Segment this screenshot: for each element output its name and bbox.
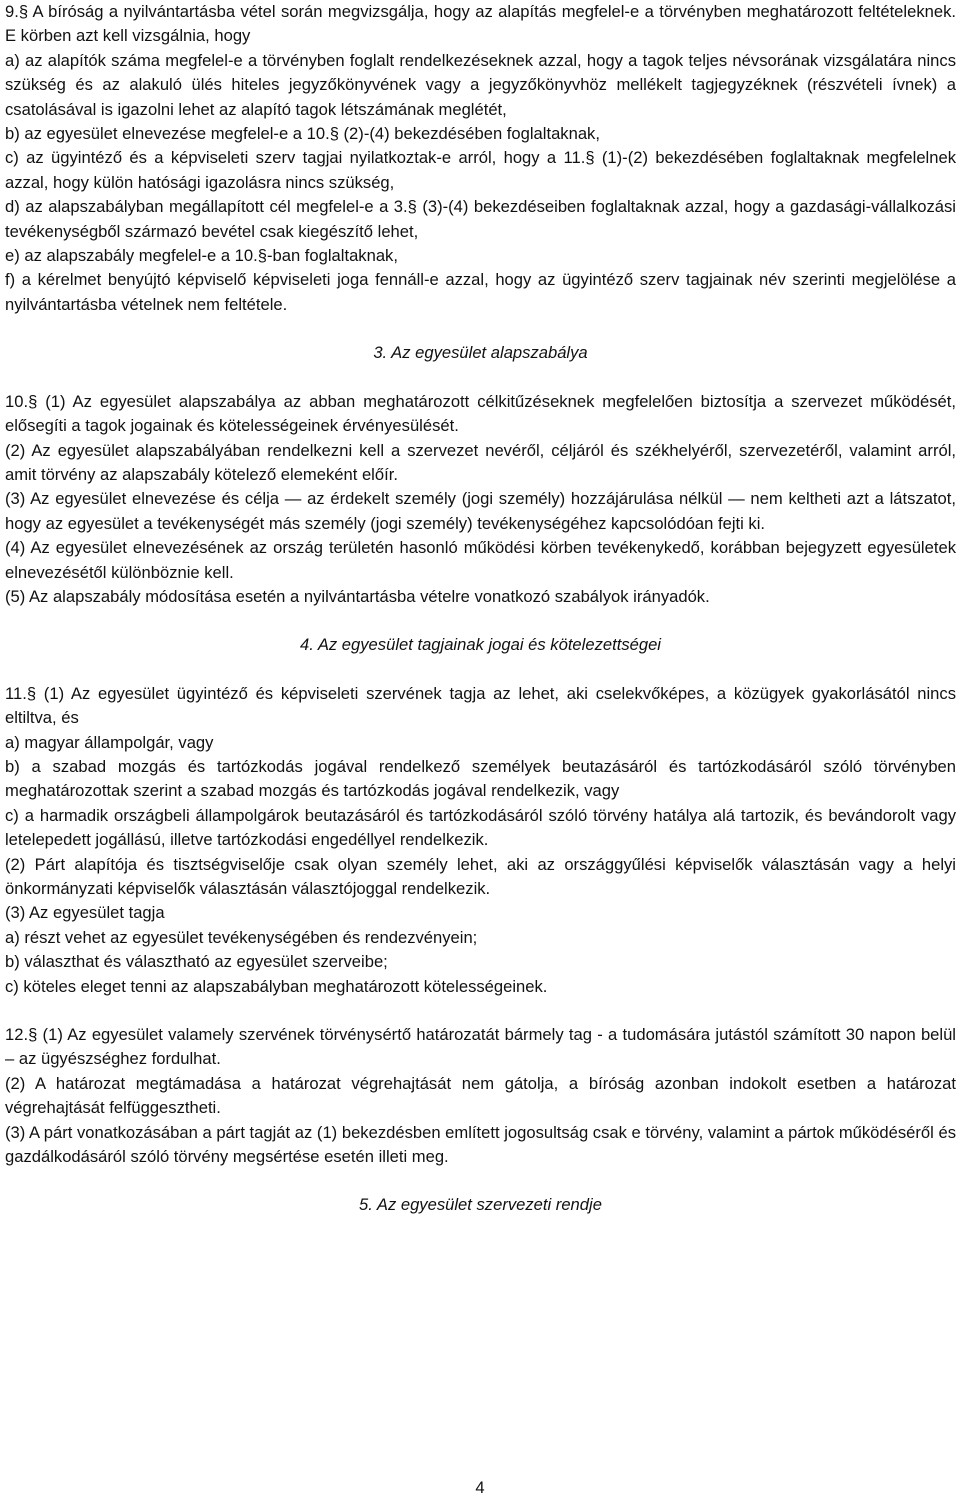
para-11-3: (3) Az egyesület tagja bbox=[5, 903, 165, 923]
para-9-d: d) az alapszabályban megállapított cél megfelel-e a 3.§ (3)-(4) bekezdéseiben foglaltaknak azzal, hogy a gazdasági-vállalkozási tevékenységből származó bevétel csak kiegészítő lehet, bbox=[5, 197, 956, 241]
para-12-3: (3) A párt vonatkozásában a párt tagját az (1) bekezdésben említett jogosultság csak e törvény, valamint a pártok működéséről és gazdálkodásáról szóló törvény megsértése esetén illeti meg. bbox=[5, 1122, 956, 1167]
paragraph-gap bbox=[5, 1169, 956, 1193]
para-11-1-b: b) a szabad mozgás és tartózkodás jogával rendelkező személyek beutazásáról és tartózkodásáról szóló törvényben meghatározottak szerint a szabad mozgás és tartózkodás jogával rendelkezik, vagy bbox=[5, 756, 956, 801]
para-11-1-a: a) magyar állampolgár, vagy bbox=[5, 732, 214, 752]
para-9-c: c) az ügyintéző és a képviseleti szerv tagjai nyilatkoztak-e arról, hogy a 11.§ (1)-(2) bekezdésében foglaltaknak megfelelnek azzal, hogy külön hatósági igazolásra nincs szükség, bbox=[5, 148, 956, 192]
heading-4: 4. Az egyesület tagjainak jogai és kötelezettségei bbox=[300, 635, 661, 655]
para-11-1: 11.§ (1) Az egyesület ügyintéző és képviseleti szervének tagja az lehet, aki cselekvőképes, a közügyek gyakorlásától nincs eltiltva, és bbox=[5, 683, 956, 728]
para-11-3-a: a) részt vehet az egyesület tevékenységében és rendezvényein; bbox=[5, 927, 478, 947]
para-9-intro: 9.§ A bíróság a nyilvántartásba vétel során megvizsgálja, hogy az alapítás megfelel-e a törvényben meghatározott feltételeknek. E körben azt kell vizsgálnia, hogy bbox=[5, 2, 956, 46]
para-11-1-c: c) a harmadik országbeli állampolgárok beutazásáról és tartózkodásáról szóló törvény hatálya alá tartozik, és bevándorolt vagy letelepedett jogállású, illetve tartózkodási engedéllyel rendelkezik. bbox=[5, 805, 956, 850]
paragraph-gap bbox=[5, 317, 956, 341]
para-12-2: (2) A határozat megtámadása a határozat végrehajtását nem gátolja, a bíróság azonban indokolt esetben a határozat végrehajtását felfüggesztheti. bbox=[5, 1073, 956, 1118]
para-9-f: f) a kérelmet benyújtó képviselő képviseleti joga fennáll-e azzal, hogy az ügyintéző szerv tagjainak név szerinti megjelölése a nyilvántartásba vételnek nem feltétele. bbox=[5, 270, 956, 314]
heading-5: 5. Az egyesület szervezeti rendje bbox=[359, 1195, 602, 1215]
paragraph-gap bbox=[5, 366, 956, 390]
para-11-2: (2) Párt alapítója és tisztségviselője csak olyan személy lehet, aki az országgyűlési képviselők választásán vagy a helyi önkormányzati képviselők választásán választójoggal rendelkezik. bbox=[5, 854, 956, 898]
para-11-3-c: c) köteles eleget tenni az alapszabályban meghatározott kötelességeinek. bbox=[5, 976, 548, 996]
para-9-b: b) az egyesület elnevezése megfelel-e a 10.§ (2)-(4) bekezdésében foglaltaknak, bbox=[5, 124, 600, 144]
para-9-e: e) az alapszabály megfelel-e a 10.§-ban foglaltaknak, bbox=[5, 246, 398, 266]
para-9-a: a) az alapítók száma megfelel-e a törvényben foglalt rendelkezéseknek azzal, hogy a tagok teljes névsorának vizsgálatára nincs szükség és az alakuló ülés hiteles jegyzőkönyvének vagy a jegyzőkönyvhöz mellékelt tagjegyzéknek (részvételi ívnek) a csatolásával is igazolni lehet az alapító tagok létszámának meglétét, bbox=[5, 50, 956, 119]
para-10-4: (4) Az egyesület elnevezésének az ország területén hasonló működési körben tevékenykedő, korábban bejegyzett egyesületek elnevezésétől különböznie kell. bbox=[5, 538, 956, 582]
para-11-3-b: b) választhat és választható az egyesület szerveibe; bbox=[5, 952, 388, 972]
paragraph-gap bbox=[5, 999, 956, 1023]
document-page bbox=[5, 0, 956, 1218]
page-number: 4 bbox=[475, 1478, 485, 1497]
para-10-3: (3) Az egyesület elnevezése és célja — az érdekelt személy (jogi személy) hozzájárulása nélkül — nem keltheti azt a látszatot, hogy az egyesület a tevékenységét más személy (jogi személy) tevékenységéhez kapcsolódóan fejti ki. bbox=[5, 489, 956, 533]
paragraph-gap bbox=[5, 658, 956, 682]
para-10-1: 10.§ (1) Az egyesület alapszabálya az abban meghatározott célkitűzéseknek megfelelően biztosítja a szervezet működését, elősegíti a tagok jogainak és kötelességeinek érvényesülését. bbox=[5, 391, 956, 436]
para-10-5: (5) Az alapszabály módosítása esetén a nyilvántartásba vételre vonatkozó szabályok irányadók. bbox=[5, 586, 710, 606]
para-10-2: (2) Az egyesület alapszabályában rendelkezni kell a szervezet nevéről, céljáról és székhelyéről, szervezetéről, valamint arról, amit törvény az alapszabály kötelező elemeként előír. bbox=[5, 440, 956, 484]
para-12-1: 12.§ (1) Az egyesület valamely szervének törvénysértő határozatát bármely tag - a tudomására jutástól számított 30 napon belül – az ügyészséghez fordulhat. bbox=[5, 1025, 956, 1069]
heading-3: 3. Az egyesület alapszabálya bbox=[373, 343, 588, 363]
paragraph-gap bbox=[5, 609, 956, 633]
